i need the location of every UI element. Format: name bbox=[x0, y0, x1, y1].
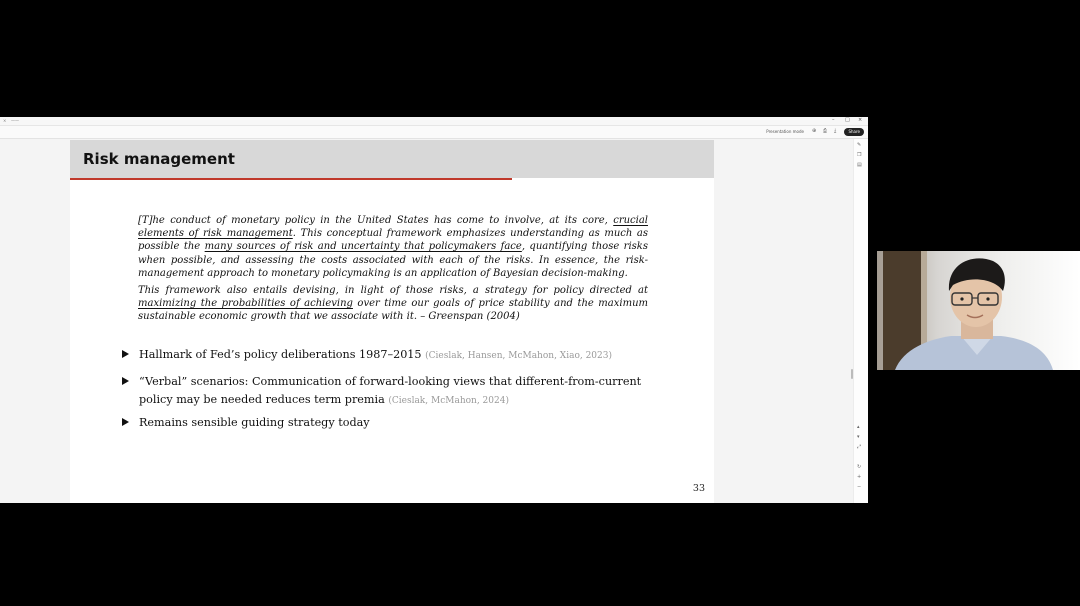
citation: (Cieslak, McMahon, 2024) bbox=[388, 396, 509, 406]
webcam-feed bbox=[877, 251, 1080, 370]
zoom-in-icon[interactable]: + bbox=[857, 474, 862, 480]
window-titlebar bbox=[0, 117, 868, 126]
quote-paragraph-1 bbox=[138, 214, 648, 280]
quote-text: , quantifying those risks when possible, and assessing the costs associated with each of the risks. In essence, the risk-management approach to monetary policymaking is an application of Bayesian decision-making. bbox=[138, 241, 648, 279]
maximize-icon[interactable]: □ bbox=[845, 117, 850, 123]
citation: (Cieslak, Hansen, McMahon, Xiao, 2023) bbox=[425, 351, 612, 361]
viewer-toolbar bbox=[0, 126, 868, 139]
present-mode-label[interactable]: Presentation mode bbox=[766, 129, 804, 134]
slide-page bbox=[70, 140, 714, 503]
up-icon[interactable]: ▴ bbox=[857, 424, 860, 430]
rotate-icon[interactable]: ↻ bbox=[857, 464, 862, 470]
down-icon[interactable]: ▾ bbox=[857, 434, 860, 440]
page-icon[interactable]: ▤ bbox=[857, 162, 862, 168]
screen-share-window bbox=[0, 117, 868, 503]
slide-header bbox=[70, 140, 714, 178]
slide-title: Risk management bbox=[83, 150, 235, 168]
quote-text: over time our goals of price stability and the maximum sustainable economic growth that we associate with it. – Greenspan (2004) bbox=[138, 298, 648, 323]
side-toolbar bbox=[853, 139, 868, 503]
close-tab-icon[interactable]: × bbox=[3, 118, 7, 123]
browser-tab[interactable]: —— bbox=[11, 118, 19, 123]
print-icon[interactable]: ⎙ bbox=[823, 128, 828, 134]
bullet-text: “Verbal” scenarios: Communication of forward-looking views that different-from-current policy may be needed reduces term premia bbox=[139, 375, 642, 406]
zoom-icon[interactable]: ⊕ bbox=[812, 128, 817, 134]
quote-text: This framework also entails devising, in light of those risks, a strategy for policy directed at bbox=[138, 285, 648, 297]
quote-text: [T]he conduct of monetary policy in the United States has come to involve, at its core, bbox=[138, 215, 614, 226]
speaker-avatar bbox=[877, 251, 1080, 370]
minimize-icon[interactable]: – bbox=[832, 117, 835, 123]
download-icon[interactable]: ⤓ bbox=[834, 128, 837, 134]
bullet-arrow-icon bbox=[122, 418, 129, 426]
bullet-item bbox=[122, 414, 662, 433]
quote-emphasis: maximizing the probabilities of achieving bbox=[138, 298, 353, 310]
title-rule bbox=[70, 178, 512, 180]
close-window-icon[interactable]: × bbox=[858, 117, 863, 123]
zoom-out-icon[interactable]: − bbox=[857, 484, 862, 490]
bullet-text: Hallmark of Fed’s policy deliberations 1987–2015 bbox=[139, 348, 422, 361]
bullet-arrow-icon bbox=[122, 350, 129, 358]
quote-paragraph-2 bbox=[138, 284, 648, 324]
copy-icon[interactable]: ❐ bbox=[857, 152, 862, 158]
bullet-arrow-icon bbox=[122, 377, 129, 385]
page-number: 33 bbox=[692, 483, 705, 494]
bullet-item bbox=[122, 373, 662, 410]
quote-text: . This conceptual framework emphasizes understanding as much as possible the bbox=[138, 228, 648, 253]
bullet-text: Remains sensible guiding strategy today bbox=[139, 416, 370, 429]
quote-emphasis: many sources of risk and uncertainty that policymakers face bbox=[204, 241, 522, 253]
scrollbar[interactable] bbox=[851, 369, 853, 379]
annotate-icon[interactable]: ✎ bbox=[857, 142, 862, 148]
fit-icon[interactable]: ⤢ bbox=[857, 444, 862, 450]
bullet-item bbox=[122, 346, 662, 365]
greenspan-quote bbox=[138, 214, 648, 324]
quote-emphasis: crucial elements of risk management bbox=[138, 215, 648, 240]
share-button[interactable]: Share bbox=[844, 128, 864, 136]
